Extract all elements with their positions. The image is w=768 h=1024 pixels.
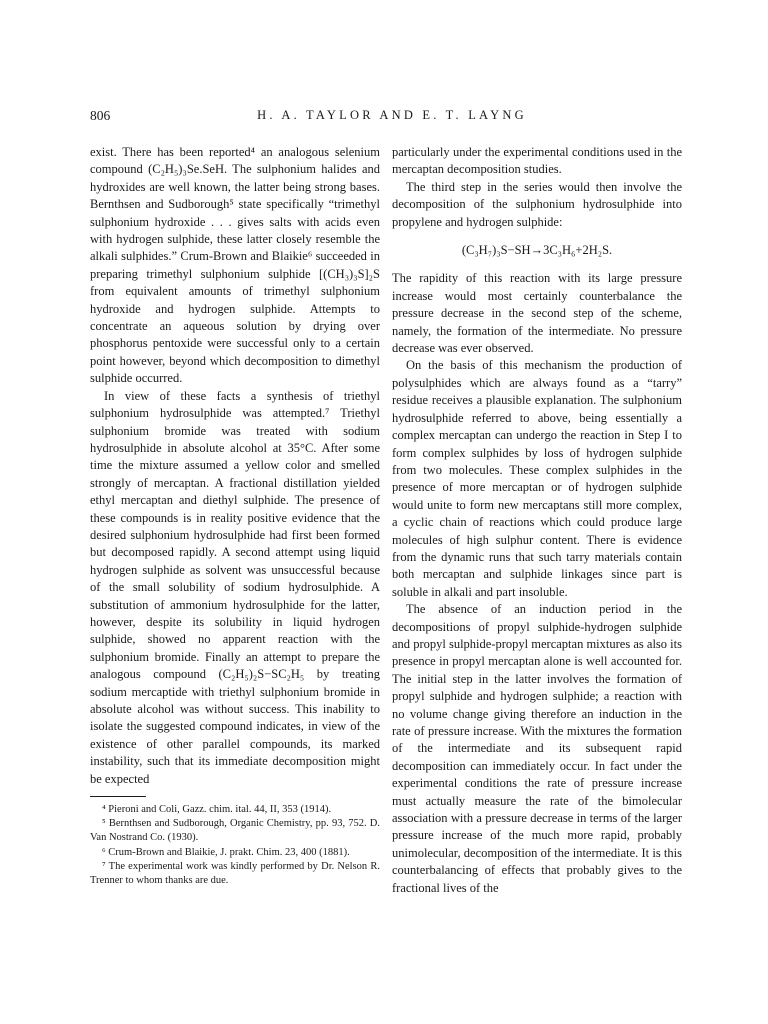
left-column — [90, 144, 380, 888]
footnote: ⁷ The experimental work was kindly performed by Dr. Nelson R. Trenner to whom thanks are due. — [90, 860, 380, 887]
footnote: ⁶ Crum-Brown and Blaikie, J. prakt. Chim. 23, 400 (1881). — [102, 846, 350, 858]
footnotes — [90, 803, 380, 888]
body-paragraph: In view of these facts a synthesis of triethyl sulphonium hydrosulphide was attempted.⁷ Triethyl sulphonium bromide was treated with sodium hydrosulphide in absolute alcohol at 35°C. After some time the mixture assumed a yellow color and smelled strongly of mercaptan. A fractional distillation yielded ethyl mercaptan and diethyl sulphide. The presence of these compounds is in reality positive evidence that the desired sulphonium hydrosulphide had first been formed but decomposed rapidly. A second attempt using liquid hydrogen sulphide as solvent was unsuccessful because of the small solubility of sodium hydrosulphide. A substitution of ammonium hydrosulphide for the latter, however, despite its solubility in liquid hydrogen sulphide, showed no apparent reaction with the sulphonium bromide. Finally an attempt to prepare the analogous compound (C₂H₅)₂S−SC₂H₅ by treating sodium mercaptide with triethyl sulphonium bromide in absolute alcohol was without success. This inability to isolate the suggested compound indicates, in view of the existence of other parallel compounds, its marked instability, such that its immediate decomposition might be expected — [90, 388, 380, 786]
body-paragraph: The third step in the series would then involve the decomposition of the sulphonium hydrosulphide into propylene and hydrogen sulphide: — [392, 179, 682, 229]
body-paragraph: On the basis of this mechanism the production of polysulphides which are always found as a “tarry” residue receives a plausible explanation. The sulphonium hydrosulphide referred to above, being essentially a complex mercaptan can undergo the reaction in Step I to form complex sulphides by loss of hydrogen sulphide from two molecules. These complex sulphides in the presence of more mercaptan or of hydrogen sulphide would unite to form new mercaptans still more complex, a cyclic chain of reactions which could produce large molecules of high sulphur content. There is evidence from the dynamic runs that such tarry materials contain both mercaptan and sulphide linkages since part is soluble in alkali and part insoluble. — [392, 358, 682, 599]
body-paragraph: exist. There has been reported⁴ an analogous selenium compound (C₂H₅)₃Se.SeH. The sulphonium halides and hydroxides are well known, the latter being strong bases. Bernthsen and Sudborough⁵ state specifically “trimethyl sulphonium hydroxide . . . gives salts with acids even with hydrogen sulphide, these latter closely resemble the alkali sulphides.” Crum-Brown and Blaikie⁶ succeeded in preparing trimethyl sulphonium sulphide [(CH₃)₃S]₂S from equivalent amounts of trimethyl sulphonium hydroxide and hydrogen sulphide. Attempts to concentrate an aqueous solution by drying over phosphorus pentoxide were successful only to a certain point however, beyond which decomposition to dimethyl sulphide occurred. — [90, 145, 380, 386]
body-paragraph: particularly under the experimental conditions used in the mercaptan decomposition studies. — [392, 145, 682, 177]
footnote: ⁴ Pieroni and Coli, Gazz. chim. ital. 44, II, 353 (1914). — [102, 804, 332, 816]
footnote: ⁵ Bernthsen and Sudborough, Organic Chemistry, pp. 93, 752. D. Van Nostrand Co. (1930). — [90, 818, 380, 844]
body-paragraph: The absence of an induction period in the decompositions of propyl sulphide-hydrogen sulphide and propyl sulphide-propyl mercaptan mixtures as also its presence in propyl mercaptan alone is well accounted for. The initial step in the latter involves the formation of propyl sulphide and hydrogen sulphide; a reaction with no volume change giving therefore an induction in the rate of pressure increase. With the mixtures the formation of the intermediate and its subsequent rapid decomposition can immediately occur. In fact under the experimental conditions the rate of pressure increase must actually measure the rate of the bimolecular association with a pressure decrease in terms of the larger pressure increase of the much more rapid, probably unimolecular, decomposition of the intermediate. It is this counterbalancing of effects that probably gives to the fractional lives of the — [392, 602, 682, 895]
body-paragraph: The rapidity of this reaction with its large pressure increase would most certainly counterbalance the pressure decrease in the second step of the scheme, namely, the formation of the intermediate. No pressure decrease was ever observed. — [392, 271, 682, 356]
running-head: H. A. TAYLOR AND E. T. LAYNG — [257, 108, 527, 122]
page-number: 806 — [90, 108, 111, 123]
chemical-equation: (C₃H₇)₃S−SH→3C₃H₆+2H₂S. — [461, 243, 613, 258]
footnote-divider — [90, 796, 146, 797]
right-column — [392, 144, 682, 897]
